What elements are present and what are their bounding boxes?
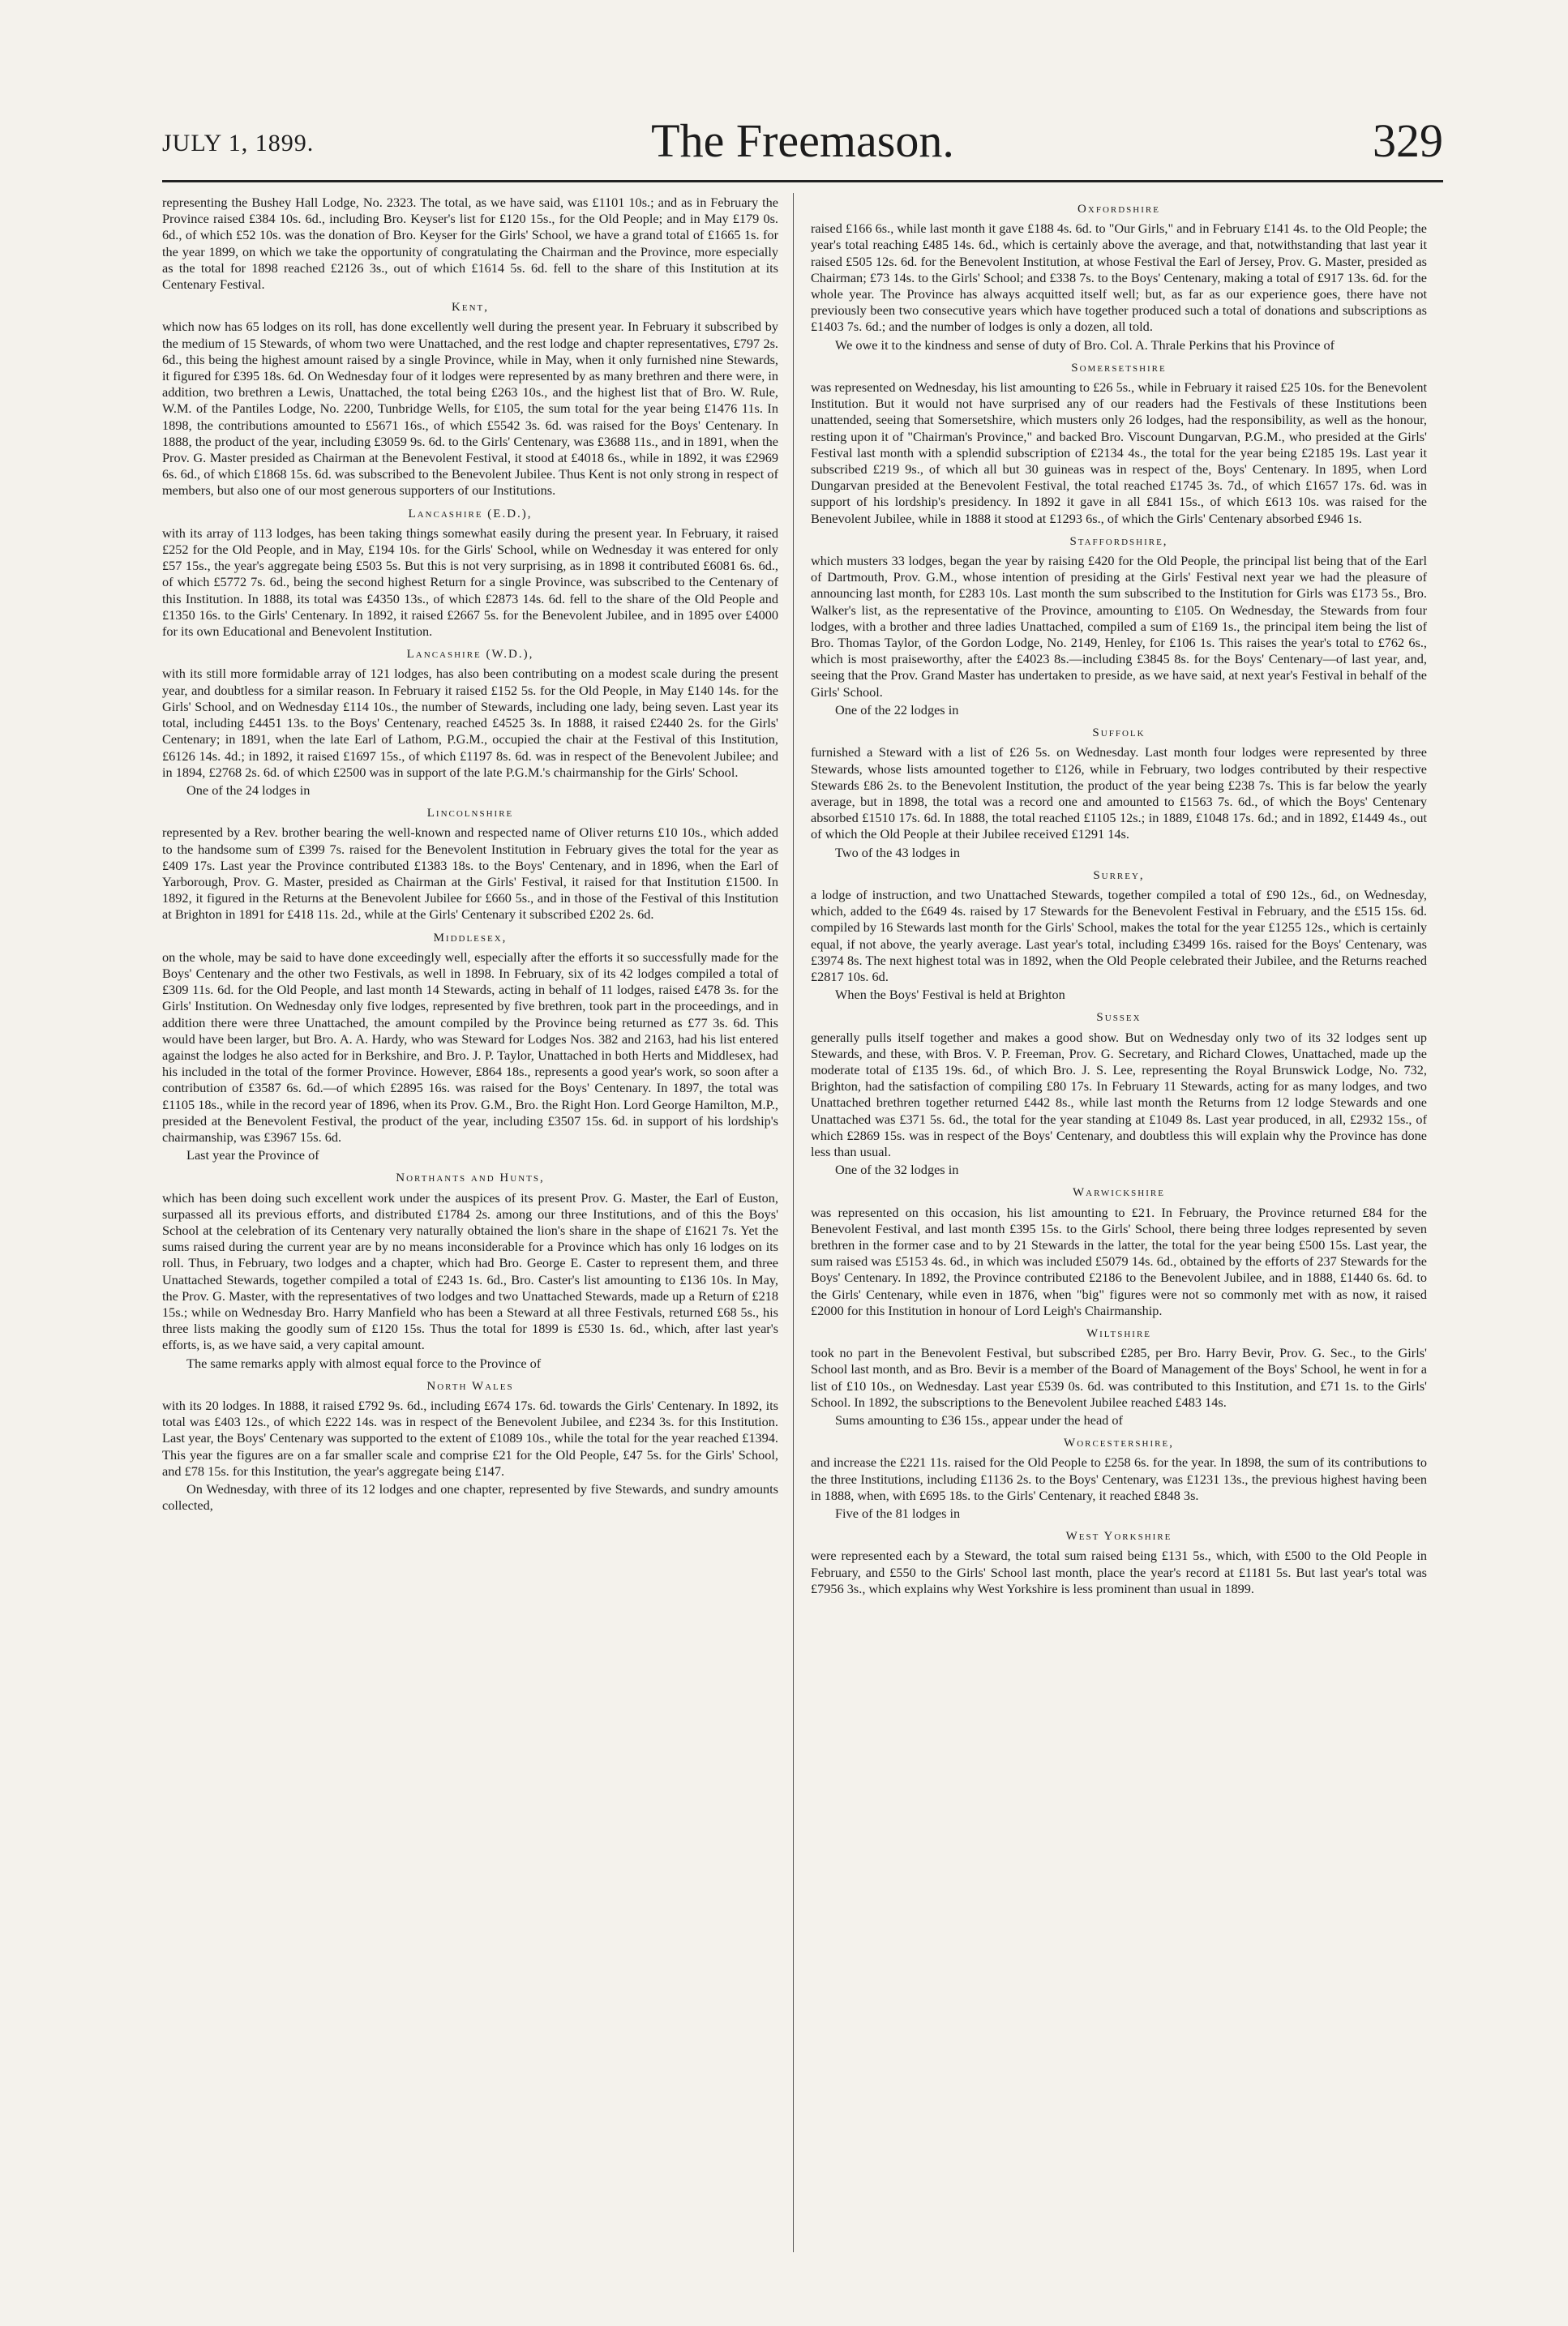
column-divider — [793, 193, 794, 2252]
article-paragraph: Sums amounting to £36 15s., appear under the head of — [835, 1412, 1123, 1429]
article-paragraph: representing the Bushey Hall Lodge, No. 2323. The total, as we have said, was £1101 10s.; and as in February the Province raised £384 10s. 6d., including Bro. Keyser's list for £120 15s., for the Old People; and in May £179 0s. 6d., of which £52 10s. was the donation of Bro. Keyser for the Girls' School, we have a grand total of £1665 1s. for the year 1899, on which we take the opportunity of congratulating the Chairman and the Province, more especially as the total for 1898 reached £2126 3s., out of which £1614 5s. 6d. fell to the share of this Institution at its Centenary Festival. — [162, 195, 778, 293]
section-heading: Warwickshire — [1073, 1186, 1165, 1200]
article-paragraph: and increase the £221 11s. raised for the Old People to £258 6s. for the year. In 1898, the sum of its contributions to the three Institutions, including £1136 2s. to the Boys' Centenary, was £1231 13s., the previous highest having been in 1888, when, with £695 18s. to the Girls' Centenary, it reached £848 3s. — [811, 1454, 1427, 1503]
article-paragraph: generally pulls itself together and makes a good show. But on Wednesday only two of its 32 lodges sent up Stewards, and these, with Bros. V. P. Freeman, Prov. G. Secretary, and Richard Clowes, Unattached, made up the moderate total of £135 19s. 6d., of which Bro. J. S. Lee, representing the Royal Brunswick Lodge, No. 732, Brighton, had the satisfaction of compiling £80 17s. In February 11 Stewards, acting for as many lodges, and two Unattached brethren together returned £442 8s., while last month the Returns from 12 lodge Stewards and one Unattached was £371 5s. 6d., the total for the year standing at £1049 8s. Last year produced, in all, £2932 15s., of which £2869 15s. was in respect of the Boys' Centenary, and doubtless this will explain why the Province has done less than usual. — [811, 1029, 1427, 1159]
section-heading: Staffordshire, — [1069, 534, 1168, 548]
article-paragraph: on the whole, may be said to have done exceedingly well, especially after the efforts it so successfully made for the Boys' Centenary and the other two Festivals, as well in 1898. In February, six of its 42 lodges compiled a total of £309 11s. 6d. for the Old People, and last month 14 Stewards, acting in behalf of 11 lodges, raised £478 3s. for the Girls' Institution. On Wednesday only five lodges, represented by five brethren, took part in the proceedings, and in addition there were three Unattached, the amount compiled by the Province being returned as £77 3s. 6d. This would have been larger, but Bro. A. A. Hardy, who was Steward for Lodges Nos. 382 and 2163, had his list entered against the lodges he also acted for in Berkshire, and Bro. J. P. Taylor, Unattached in both Herts and Middlesex, had his included in the total of the former Province. However, £864 18s., represents a good year's work, so soon after a contribution of £3587 6s. 6d.—of which £2895 16s. was raised for the Boys' Centenary. In 1897, the total was £1105 18s., while in the record year of 1896, when its Prov. G.M., Bro. the Right Hon. Lord George Hamilton, M.P., presided at the Benevolent Festival, the product of the year, including £3507 15s. 6d. in support of his lordship's chairmanship, was £3967 15s. 6d. — [162, 949, 778, 1145]
section-heading: West Yorkshire — [1065, 1530, 1172, 1544]
section-heading: Oxfordshire — [1077, 203, 1160, 216]
page-number: 329 — [1373, 114, 1443, 167]
article-paragraph: was represented on Wednesday, his list amounting to £26 5s., while in February it raised £25 10s. for the Benevolent Institution. But it would not have surprised any of our readers had the Festivals of these Institutions been unattended, seeing that Somersetshire, which musters only 26 lodges, had the responsibility, as well as the honour, resting upon it of "Chairman's Province," and backed Bro. Viscount Dungarvan, P.G.M., who presided at the Girls' Festival last month with a splendid subscription of £2134 4s., the total for the year being £2185 19s. Last year it subscribed £219 9s., of which all but 30 guineas was in respect of the, Boys' Centenary. In 1895, when Lord Dungarvan presided at the Benevolent Festival, the total reached £1745 3s. 7d., of which £1657 17s. 6d. was in support of his lordship's presidency. In 1892 it gave in all £841 15s., of which £613 10s. was raised for the Benevolent Jubilee, while in 1888 it stood at £1293 6s., of which the Girls' Centenary absorbed £946 1s. — [811, 379, 1427, 526]
article-paragraph: with its 20 lodges. In 1888, it raised £792 9s. 6d., including £674 17s. 6d. towards the Girls' Centenary. In 1892, its total was £403 12s., of which £222 14s. was in respect of the Benevolent Jubilee, and £234 3s. for this Institution. Last year, the Boys' Centenary was supported to the extent of £1089 10s., while the total for the year reached £1394. This year the figures are on a far smaller scale and comprise £21 for the Old People, £47 5s. for the Girls' School, and £78 15s. for this Institution, the year's aggregate being £147. — [162, 1398, 778, 1479]
article-paragraph: When the Boys' Festival is held at Brighton — [835, 987, 1065, 1003]
article-paragraph: One of the 24 lodges in — [186, 782, 311, 798]
article-paragraph: Two of the 43 lodges in — [835, 844, 960, 860]
left-column — [162, 195, 778, 1514]
article-paragraph: were represented each by a Steward, the total sum raised being £131 5s., which, with £500 to the Old People in February, and £550 to the Girls' School last month, place the year's record at £1181 5s. But last year's total was £7956 3s., which explains why West Yorkshire is less prominent than usual in 1899. — [811, 1548, 1427, 1596]
article-paragraph: Five of the 81 lodges in — [835, 1506, 961, 1522]
article-paragraph: a lodge of instruction, and two Unattached Stewards, together compiled a total of £90 12s., 6d., on Wednesday, which, added to the £649 4s. raised by 17 Stewards for the Benevolent Festival in February, and the £515 15s. 6d. compiled by 16 Stewards last month for the Girls' School, makes the total for the year £1255 12s., which is certainly equal, if not above, the yearly average. Last year's total, including £3499 16s. raised for the Boys' Centenary, was £3974 8s. The next highest total was in 1892, when the Old People celebrated their Jubilee, and the Returns reached £2817 10s. 6d. — [811, 886, 1427, 984]
page-header — [162, 114, 1443, 178]
header-rule — [162, 180, 1443, 182]
article-paragraph: which has been doing such excellent work under the auspices of its present Prov. G. Master, the Earl of Euston, surpassed all its previous efforts, and distributed £1784 2s. among our three Institutions, and of this the Boys' School at the celebration of its Centenary very naturally obtained the lion's share in the shape of £1621 7s. Yet the sums raised during the current year are by no means inconsiderable for a Province which has only 16 lodges on its roll. Thus, in February, two lodges and a chapter, which had Bro. George E. Caster to represent them, and three Unattached Stewards, together compiled a total of £243 1s. 6d., Bro. Caster's list amounting to £136 10s. In May, the Prov. G. Master, with the representatives of two lodges and two Unattached Stewards, made up a Return of £218 15s.; while on Wednesday Bro. Harry Manfield who has been a Steward at all three Festivals, returned £68 5s., his three lists making the goodly sum of £120 15s. Thus the total for 1899 is £530 1s. 6d., which, after last year's efforts, is, as we have said, a very capital amount. — [162, 1189, 778, 1353]
article-paragraph: with its array of 113 lodges, has been taking things somewhat easily during the present year. In February, it raised £252 for the Old People, and in May, £194 10s. for the Girls' School, while on Wednesday it was entered for only £57 15s., the year's aggregate being £503 5s. But this is not very surprising, as in 1898 it contributed £6081 6s. 6d., of which £5772 7s. 6d., being the second highest Return for a single Province, was subscribed to the Centenary of this Institution. In 1888, its total was £4350 13s., of which £2873 14s. 6d. fell to the share of the Old People and £1350 16s. to the Girls' Centenary. In 1892, it raised £2667 5s. for the Benevolent Jubilee, and in 1895 over £4000 for its own Educational and Benevolent Institution. — [162, 525, 778, 640]
section-heading: Lancashire (W.D.), — [406, 648, 534, 662]
section-heading: Lincolnshire — [426, 807, 514, 820]
article-paragraph: with its still more formidable array of 121 lodges, has also been contributing on a modest scale during the present year, and doubtless for a similar reason. In February it raised £152 5s. for the Old People, in May £140 14s. for the Girls' School, and on Wednesday £114 10s., the number of Stewards, including one lady, being seven. Last year its total, including £4451 13s. to the Boys' Centenary, reached £4525 3s. In 1888, it raised £2440 2s. for the Girls' Centenary; in 1891, when the late Earl of Lathom, P.G.M., occupied the chair at the Festival of this Institution, £6126 14s. 4d.; in 1892, it raised £1697 15s., of which £1197 8s. 6d. was in respect of the Benevolent Jubilee; and in 1894, £2768 2s. 6d. of which £2500 was in support of the late P.G.M.'s chairmanship for the Girls' School. — [162, 666, 778, 780]
article-paragraph: One of the 32 lodges in — [835, 1162, 959, 1178]
article-paragraph: which now has 65 lodges on its roll, has done excellently well during the present year. In February it subscribed by the medium of 15 Stewards, of whom two were Unattached, and the rest lodge and chapter representatives, £797 2s. 6d., this being the highest amount raised by a single Province, while in May, when it only furnished nine Stewards, it figured for £395 18s. 6d. On Wednesday four of it lodges were represented by as many brethren and there were, in addition, two brethren a Lewis, Unattached, the total being £263 10s., and the highest list that of Bro. W. Rule, W.M. of the Pantiles Lodge, No. 2200, Tunbridge Wells, for £105, the sum total for the year being £1476 11s. In 1898, the contributions amounted to £5671 16s., of which £5542 3s. 6d. was raised for the Boys' Centenary. In 1888, the product of the year, including £3059 9s. 6d. to the Girls' Centenary, was £3688 11s., and in 1891, when the Prov. G. Master presided as Chairman at the Benevolent Festival, it stood at £4018 6s., while in 1892, it was £2969 6s. 6d., of which £1868 15s. 6d. was subscribed to the Benevolent Jubilee. Thus Kent is not only strong in respect of members, but also one of our most generous supporters of our Institutions. — [162, 319, 778, 499]
article-paragraph: Last year the Province of — [186, 1147, 319, 1163]
section-heading: Middlesex, — [433, 931, 508, 945]
section-heading: Surrey, — [1093, 868, 1145, 882]
article-paragraph: was represented on this occasion, his list amounting to £21. In February, the Province returned £84 for the Benevolent Festival, and last month £395 15s. to the Girls' School, there being three lodges represented by seven brethren in the former case and to by 21 Stewards in the latter, the total for the year being £500 15s. Last year, the sum raised was £5153 4s. 6d., in which was included £5079 14s. 6d., obtained by the efforts of 237 Stewards for the Boys' Centenary. In 1892, the Province contributed £2186 to the Benevolent Jubilee, and in 1888, £1440 6s. 6d. to the Girls' Centenary, while even in 1876, when "big" figures were not so commonly met with as now, it raised £2000 for this Institution in honour of Lord Leigh's Chairmanship. — [811, 1204, 1427, 1318]
section-heading: Somersetshire — [1071, 361, 1167, 375]
article-paragraph: furnished a Steward with a list of £26 5s. on Wednesday. Last month four lodges were represented by three Stewards, whose lists amounted together to £126, while in February, two lodges contributed by their respective Stewards £86 2s. to the Benevolent Institution, the product of the year being £238 7s. This is far below the yearly average, but in 1898, the total was a record one and amounted to £1563 7s. 6d., of which the Boys' Centenary absorbed £1510 17s. 6d. In 1888, the total reached £1105 12s.; in 1889, £1048 17s. 6d.; and in 1892, £1449 4s., out of which the Old People at their Jubilee received £1291 14s. — [811, 744, 1427, 842]
section-heading: North Wales — [426, 1379, 514, 1393]
section-heading: Sussex — [1096, 1011, 1142, 1025]
article-paragraph: The same remarks apply with almost equal force to the Province of — [186, 1355, 542, 1371]
article-paragraph: which musters 33 lodges, began the year by raising £420 for the Old People, the principal list being that of the Earl of Dartmouth, Prov. G.M., whose intention of presiding at the Girls' Festival next year we had the pleasure of announcing last month, for £283 10s. Last month the sum subscribed to the Institution for Girls was £173 5s., Bro. Walker's list, as the representative of the Province, amounting to £105. On Wednesday, the Stewards from four lodges, with a brother and three ladies Unattached, compiled a sum of £169 1s., the principal item being the list of Bro. Thomas Taylor, of the Gordon Lodge, No. 2149, Henley, for £106 1s. This raises the year's total to £762 6s., which is most praiseworthy, after the £4023 8s.—including £3845 8s. for the Boys' Centenary—of last year, and, seeing that the Prov. Grand Master has undertaken to preside, as we have said, at next year's Festival in behalf of the Girls' School. — [811, 553, 1427, 700]
article-paragraph: One of the 22 lodges in — [835, 701, 959, 718]
section-heading: Kent, — [452, 301, 489, 315]
section-heading: Wiltshire — [1086, 1327, 1152, 1340]
section-heading: Worcestershire, — [1064, 1437, 1174, 1450]
section-heading: Suffolk — [1092, 726, 1146, 740]
article-paragraph: On Wednesday, with three of its 12 lodges and one chapter, represented by five Stewards, and sundry amounts collected, — [162, 1481, 778, 1514]
masthead-title: The Freemason. — [651, 114, 954, 167]
issue-date: JULY 1, 1899. — [162, 130, 315, 156]
article-paragraph: represented by a Rev. brother bearing the well-known and respected name of Oliver returns £10 10s., which added to the handsome sum of £399 7s. raised for the Benevolent Institution in February gives the total for the year as £409 17s. Last year the Province contributed £1383 18s. to the Boys' Centenary, and in 1896, when the Earl of Yarborough, Prov. G. Master, presided as Chairman at the Girls' Festival, it raised for that Institution £1500. In 1892, it figured in the Returns at the Benevolent Jubilee for £660 5s., and in those of the Festival of this Institution at Brighton in 1891 for £418 11s. 2d., while at the Girls' Centenary it subscribed £202 2s. 6d. — [162, 825, 778, 923]
article-paragraph: We owe it to the kindness and sense of duty of Bro. Col. A. Thrale Perkins that his Province of — [835, 336, 1335, 353]
article-paragraph: raised £166 6s., while last month it gave £188 4s. 6d. to "Our Girls," and in February £141 4s. to the Old People; the year's total reaching £485 14s. 6d., which is certainly above the average, and that, notwithstanding that last year it raised £505 12s. 6d. for the Benevolent Institution, at whose Festival the Earl of Jersey, Prov. G. Master, presided as Chairman; £73 14s. to the Girls' School; and £338 7s. to the Boys' Centenary, making a total of £917 13s. 6d. for the whole year. The Province has always acquitted itself well; but, as far as our experience goes, there have not previously been two consecutive years which have together produced such a total of donations and subscriptions as £1403 7s. 6d.; and the number of lodges is only a dozen, all told. — [811, 221, 1427, 335]
section-heading: Northants and Hunts, — [396, 1172, 545, 1185]
section-heading: Lancashire (E.D.), — [408, 507, 533, 520]
article-paragraph: took no part in the Benevolent Festival, but subscribed £285, per Bro. Harry Bevir, Prov. G. Sec., to the Girls' School last month, and as Bro. Bevir is a member of the Board of Management of the Boys' School, he went in for a list of £10 10s., on Wednesday. Last year £539 0s. 6d. was contributed to this Institution, and £71 1s. to the Girls' School. In 1892, the subscriptions to the Benevolent Jubilee reached £483 14s. — [811, 1345, 1427, 1410]
right-column — [811, 195, 1427, 1597]
